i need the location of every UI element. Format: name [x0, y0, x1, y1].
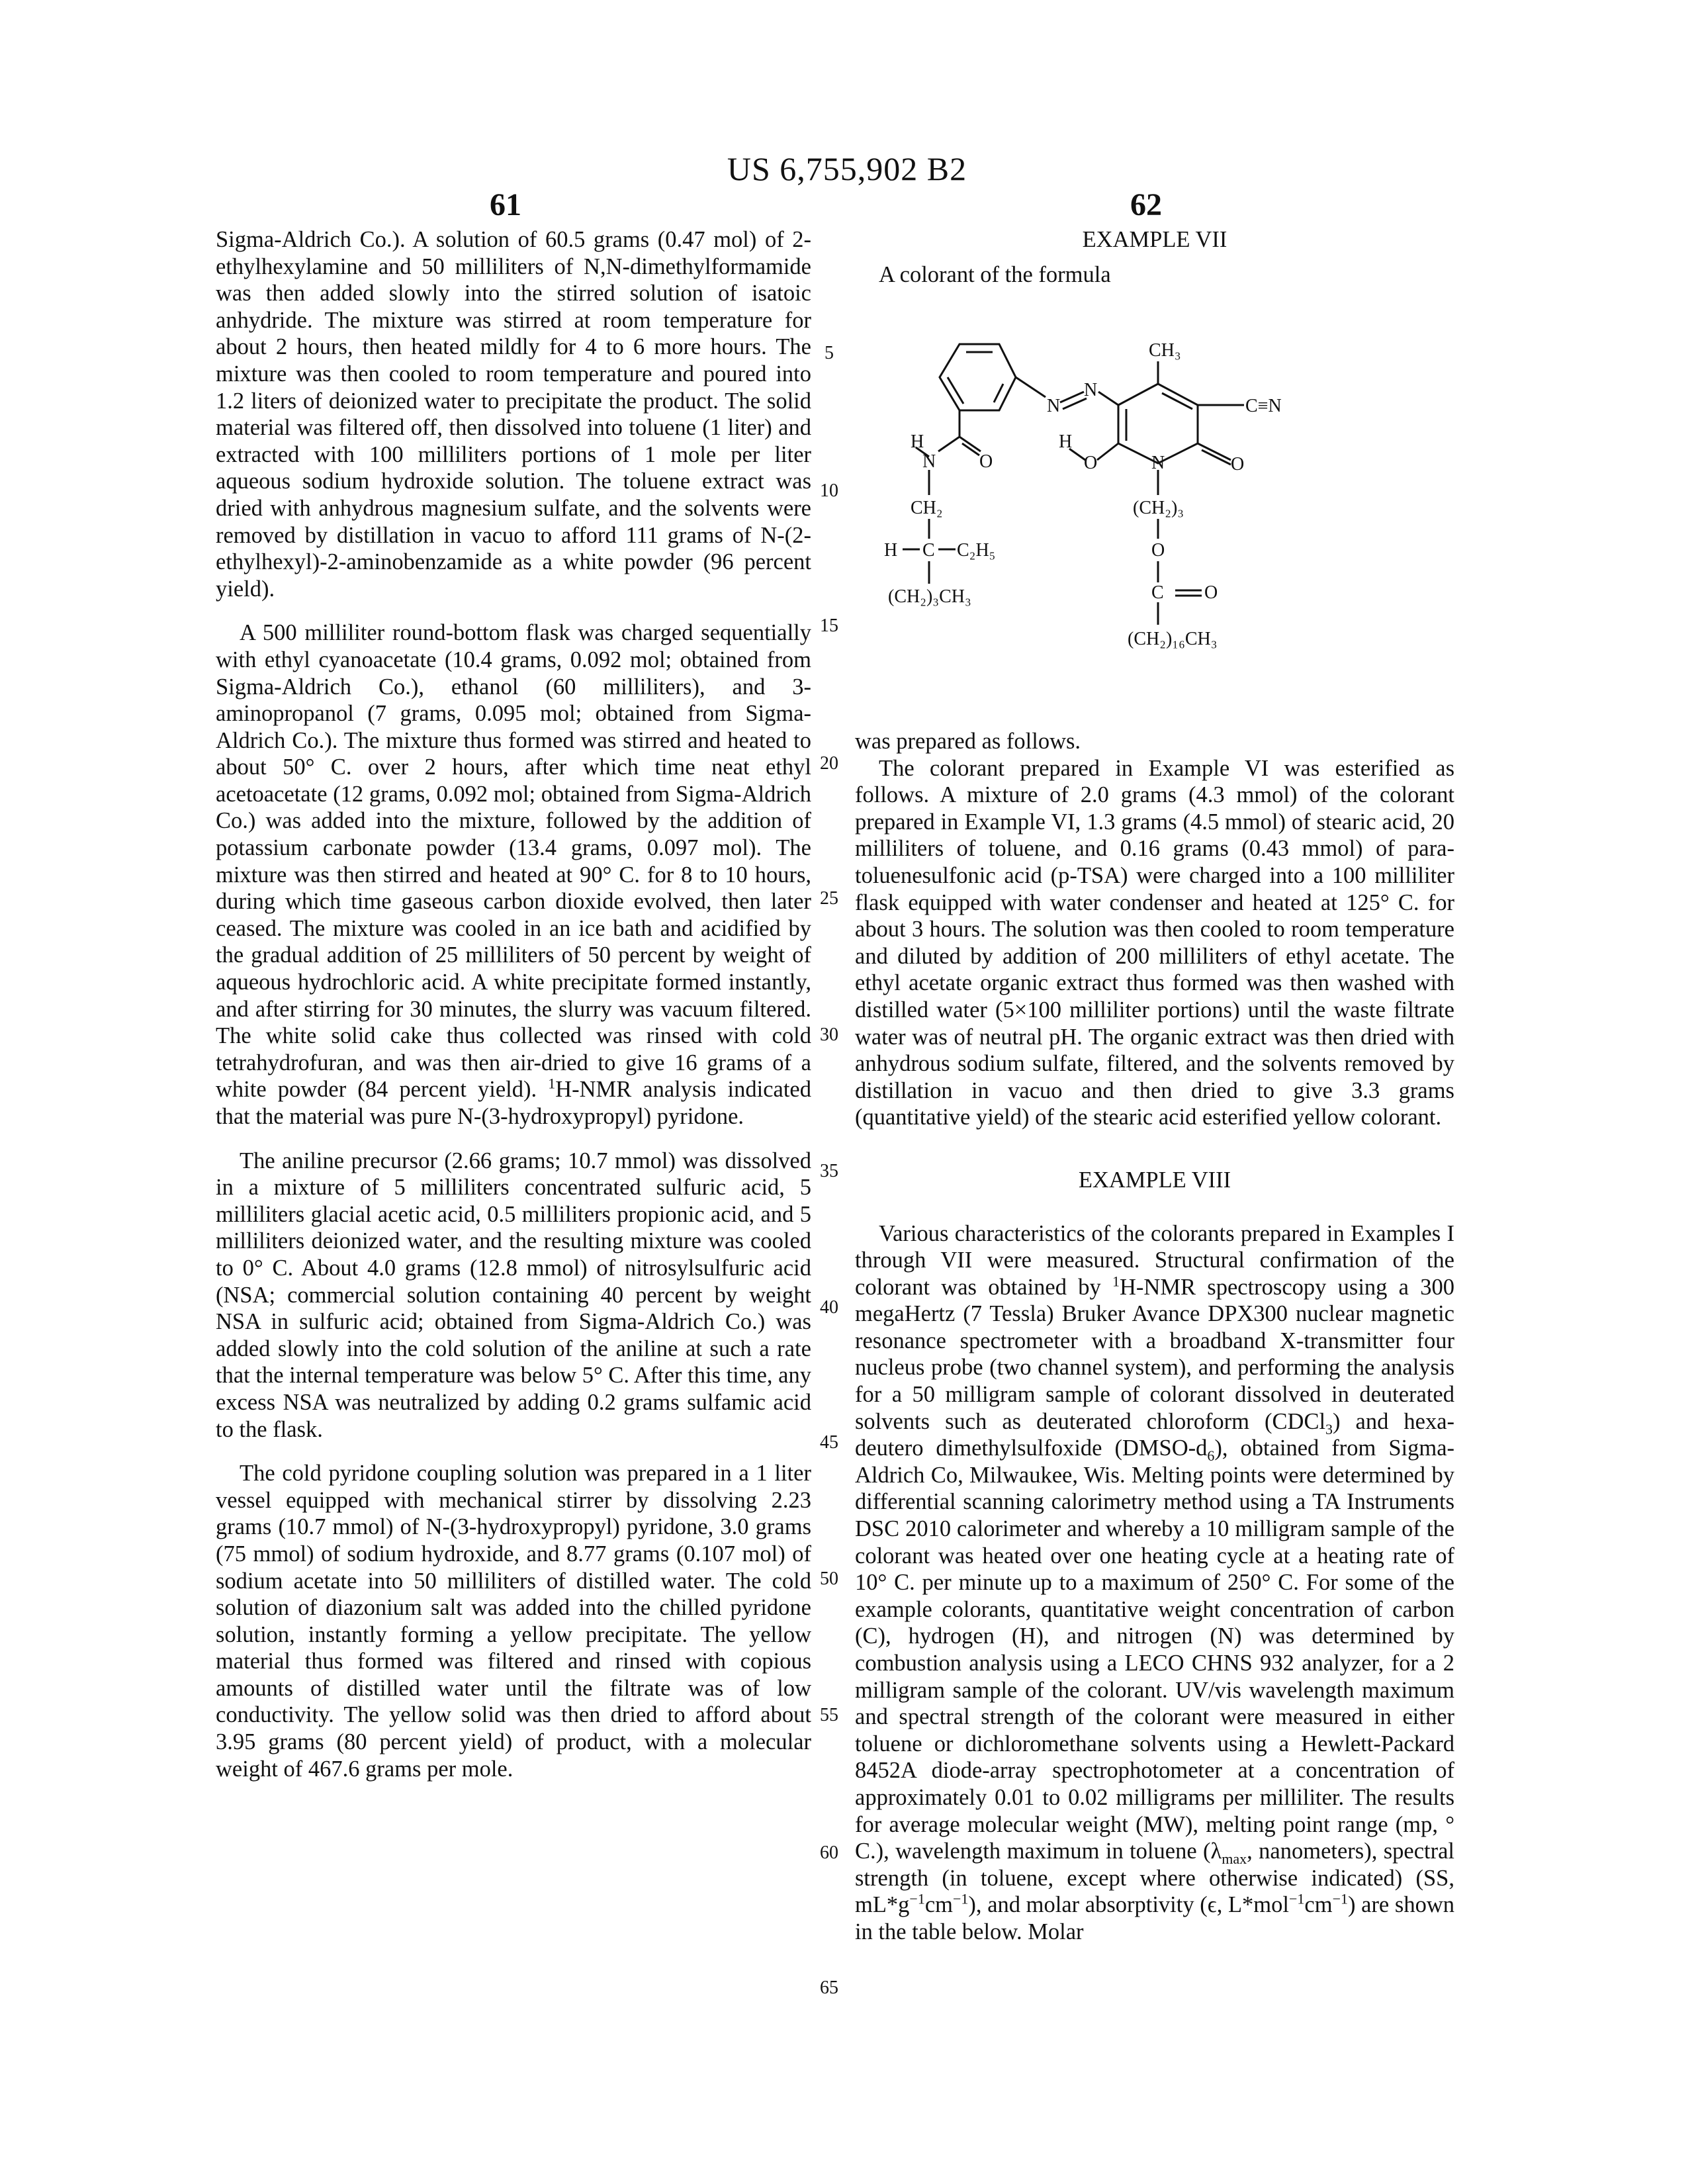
hydroxyl-o-label: O: [1084, 453, 1097, 473]
amide-o-label: O: [979, 451, 993, 472]
ring-o-label: O: [1231, 454, 1244, 475]
ester-o-label: O: [1151, 540, 1165, 561]
line-number: 65: [815, 1978, 843, 1999]
left-paragraph-4: The cold pyridone coupling solution was prepared in a 1 liter vessel equipped with mechanical stirrer by dissolving 2.23 grams (10.7 mmol) of N-(3-hydroxypropyl) pyridone, 3.0 grams (75 mmol) of sodium hydroxide, and 8.77 grams (0.107 mol) of sodium acetate into 50 milliliters of distilled water. The cold solution of diazonium salt was added into the chilled pyridone solution, instantly forming a yellow precipitate. The yellow material thus formed was filtered and rinsed with copious amounts of distilled water until the filtrate was of low conductivity. The yellow solid was then dried to afford about 3.95 grams (80 percent yield) of product, with a molecular weight of 467.6 grams per mole.: [216, 1460, 811, 1782]
line-number: 15: [815, 615, 843, 637]
line-number: 5: [815, 343, 843, 364]
branch-h-label: H: [884, 540, 897, 561]
page-number-right: 62: [1130, 187, 1162, 223]
colorant-structure-diagram: [873, 331, 1350, 688]
amide-h-label: H: [911, 432, 924, 452]
line-number: 25: [815, 888, 843, 909]
line-number: 60: [815, 1843, 843, 1864]
colorant-intro: A colorant of the formula: [855, 261, 1454, 289]
page-number-left: 61: [490, 187, 521, 223]
butyl-label: (CH₂)₃CH₃: [888, 586, 971, 607]
propyl-label: (CH₂)₃: [1133, 498, 1184, 518]
left-paragraph-1: Sigma-Aldrich Co.). A solution of 60.5 grams (0.47 mol) of 2-ethylhexylamine and 50 milliliters of N,N-dimethylformamide was then added slowly into the stirred solution of isatoic anhydride. The mixture was stirred at room temperature for about 2 hours, then heated mildly for 4 to 6 more hours. The mixture was then cooled to room temperature and poured into 1.2 liters of deionized water to precipitate the product. The solid material was filtered off, then dissolved into toluene (1 liter) and extracted with 100 milliliters portions of 1 mole per liter aqueous sodium hydroxide solution. The toluene extract was dried with anhydrous magnesium sulfate, and the solvents were removed by distillation in vacuo to afford 111 grams of N-(2-ethylhexyl)-2-aminobenzamide as a white powder (96 percent yield).: [216, 226, 811, 602]
left-paragraph-2: A 500 milliliter round-bottom flask was charged sequentially with ethyl cyanoacetate (10.4 grams, 0.092 mol; obtained from Sigma-Aldrich Co.), ethanol (60 milliliters), and 3-aminopropanol (7 grams, 0.095 mol; obtained from Sigma-Aldrich Co.). The mixture thus formed was stirred and heated to about 50° C. over 2 hours, after which time neat ethyl acetoacetate (12 grams, 0.092 mol; obtained from Sigma-Aldrich Co.) was added into the mixture, followed by the addition of potassium carbonate powder (13.4 grams, 0.097 mol). The mixture was then stirred and heated at 90° C. for 8 to 10 hours, during which time gaseous carbon dioxide evolved, then later ceased. The mixture was cooled in an ice bath and acidified by the gradual addition of 25 milliliters of 50 percent by weight of aqueous hydrochloric acid. A white precipitate formed instantly, and after stirring for 30 minutes, the slurry was vacuum filtered. The white solid cake thus collected was rinsed with cold tetrahydrofuran, and was then air-dried to give 16 grams of a white powder (84 percent yield). 1H-NMR analysis indicated that the material was pure N-(3-hydroxypropyl) pyridone.: [216, 619, 811, 1130]
line-number: 20: [815, 753, 843, 774]
patent-number: US 6,755,902 B2: [0, 150, 1694, 188]
ring-n-label: N: [1151, 453, 1165, 473]
left-paragraph-3: The aniline precursor (2.66 grams; 10.7 mmol) was dissolved in a mixture of 5 milliliters concentrated sulfuric acid, 5 milliliters glacial acetic acid, 0.5 milliliters propionic acid, and 5 milliliters deionized water, and the resulting mixture was cooled to 0° C. About 4.0 grams (12.8 mmol) of nitrosylsulfuric acid (NSA; commercial solution containing 40 percent by weight NSA in sulfuric acid; obtained from Sigma-Aldrich Co.) was added slowly into the cold solution of the aniline at such a rate that the internal temperature was below 5° C. After this time, any excess NSA was neutralized by adding 0.2 grams sulfamic acid to the flask.: [216, 1148, 811, 1443]
nitrile-label: C≡N: [1245, 396, 1282, 416]
example-8-heading: EXAMPLE VIII: [855, 1167, 1454, 1194]
example-7-body: [855, 728, 1454, 1946]
esterification-paragraph: The colorant prepared in Example VI was esterified as follows. A mixture of 2.0 grams (4.3 mmol) of the colorant prepared in Example VI, 1.3 grams (4.5 mmol) of stearic acid, 20 milliliters of toluene, and 0.16 grams (0.43 mmol) of para-toluenesulfonic acid (p-TSA) were charged into a 100 milliliter flask equipped with water condenser and heated at 125° C. for about 3 hours. The solution was then cooled to room temperature and diluted by addition of 200 milliliters of ethyl acetate. The ethyl acetate organic extract thus formed was then washed with distilled water (5×100 milliliter portions) until the waste filtrate water was of neutral pH. The organic extract was then dried with anhydrous sodium sulfate, filtered, and the solvents removed by distillation in vacuo and then dried to give 3.3 grams (quantitative yield) of the stearic acid esterified yellow colorant.: [855, 755, 1454, 1131]
methyl-label: CH₃: [1149, 340, 1181, 361]
left-column: [216, 226, 811, 1782]
branch-c-label: C: [922, 540, 935, 561]
stearyl-label: (CH₂)₁₆CH₃: [1128, 629, 1218, 649]
line-number: 40: [815, 1297, 843, 1318]
example-7-heading: EXAMPLE VII: [855, 226, 1454, 253]
line-number: 45: [815, 1432, 843, 1453]
line-number: 10: [815, 480, 843, 502]
prepared-line: was prepared as follows.: [855, 728, 1454, 755]
line-number: 55: [815, 1705, 843, 1726]
azo-n2-label: N: [1084, 380, 1097, 400]
example-7-section: [855, 226, 1454, 288]
azo-n1-label: N: [1047, 396, 1060, 416]
example-8-paragraph: Various characteristics of the colorants prepared in Examples I through VII were measured. Structural confirmation of the colorant was obtained by 1H-NMR spectroscopy using a 300 megaHertz (7 Tessla) Bruker Avance DPX300 nuclear magnetic resonance spectrometer with a broadband X-transmitter four nucleus probe (two channel system), and performing the analysis for a 50 milligram sample of colorant dissolved in deuterated solvents such as deuterated chloroform (CDCl3) and hexa-deutero dimethylsulfoxide (DMSO-d6), obtained from Sigma-Aldrich Co, Milwaukee, Wis. Melting points were determined by differential scanning calorimetry method using a TA Instruments DSC 2010 calorimeter and whereby a 10 milligram sample of the colorant was heated over one heating cycle at a heating rate of 10° C. per minute up to a maximum of 250° C. For some of the example colorants, quantitative weight concentration of carbon (C), hydrogen (H), and nitrogen (N) was determined by combustion analysis using a LECO CHNS 932 analyzer, for a 2 milligram sample of the colorant. UV/vis wavelength maximum and spectral strength of the colorant were measured in either toluene or dichloromethane solvents using a Hewlett-Packard 8452A diode-array spectrophotometer at a concentration of approximately 0.01 to 0.02 milligrams per milliliter. The results for average molecular weight (MW), melting point range (mp, ° C.), wavelength maximum in toluene (λmax, nanometers), spectral strength (in toluene, except where otherwise indicated) (SS, mL*g−1cm−1), and molar absorptivity (ϵ, L*mol−1cm−1) are shown in the table below. Molar: [855, 1220, 1454, 1946]
ethyl-label: C₂H₅: [957, 540, 995, 561]
line-number: 50: [815, 1569, 843, 1590]
carbonyl-o-label: O: [1204, 582, 1218, 603]
carbonyl-c-label: C: [1151, 582, 1164, 603]
amide-n-label: N: [922, 451, 936, 472]
hydroxyl-h-label: H: [1059, 432, 1072, 452]
line-number: 35: [815, 1161, 843, 1182]
ch2-label: CH₂: [911, 498, 943, 518]
line-number: 30: [815, 1024, 843, 1046]
